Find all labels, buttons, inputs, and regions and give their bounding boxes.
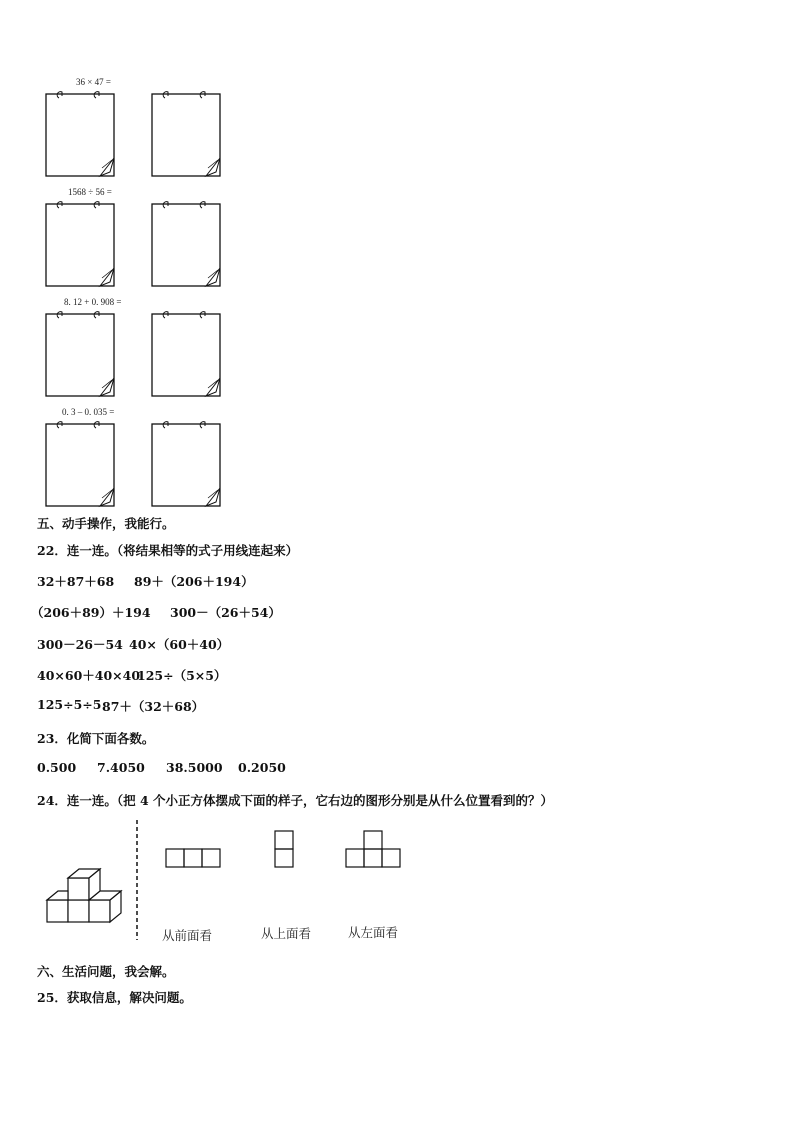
- number-item: 0.500: [37, 760, 77, 775]
- expression-right: 89＋（206＋194）: [134, 574, 254, 589]
- equation-label: 0. 3 – 0. 035 =: [62, 407, 115, 417]
- number-item: 38.5000: [166, 760, 223, 775]
- front-view-shape: [165, 847, 223, 869]
- notepad-icon: [150, 198, 222, 288]
- expression-left: 32＋87＋68: [37, 574, 115, 589]
- question-23-title: 23．化简下面各数。: [37, 731, 155, 746]
- left-view-shape: [345, 829, 403, 869]
- notepad-icon: [44, 88, 116, 178]
- view-label-top: 从上面看: [261, 926, 312, 941]
- section-heading: 五、动手操作，我能行。: [37, 516, 175, 531]
- question-24-title: 24．连一连。（把 4 个小正方体摆成下面的样子，它右边的图形分别是从什么位置看到的？）: [37, 793, 554, 808]
- expression-left: 40×60＋40×40: [37, 668, 141, 683]
- question-25-title: 25．获取信息，解决问题。: [37, 990, 192, 1005]
- view-label-front: 从前面看: [162, 928, 213, 943]
- notepad-icon: [150, 308, 222, 398]
- expression-left: 300－26－54: [37, 637, 123, 652]
- dashed-divider: [134, 818, 140, 942]
- cube-stack-figure: [44, 866, 126, 928]
- expression-right: 87＋（32＋68）: [102, 699, 205, 714]
- notepad-icon: [44, 418, 116, 508]
- expression-right: 125÷（5×5）: [137, 668, 227, 683]
- equation-label: 36 × 47 =: [76, 77, 111, 87]
- notepad-icon: [150, 88, 222, 178]
- section-heading: 六、生活问题，我会解。: [37, 964, 175, 979]
- expression-right: 40×（60＋40）: [129, 637, 230, 652]
- view-label-left: 从左面看: [348, 925, 399, 940]
- top-view-shape: [273, 829, 295, 869]
- equation-label: 1568 ÷ 56 =: [68, 187, 112, 197]
- question-22-title: 22．连一连。（将结果相等的式子用线连起来）: [37, 543, 299, 558]
- notepad-icon: [44, 308, 116, 398]
- number-item: 0.2050: [238, 760, 286, 775]
- number-item: 7.4050: [97, 760, 145, 775]
- equation-label: 8. 12 + 0. 908 =: [64, 297, 122, 307]
- notepad-icon: [150, 418, 222, 508]
- notepad-icon: [44, 198, 116, 288]
- expression-right: 300－（26＋54）: [170, 605, 281, 620]
- expression-left: 125÷5÷5: [37, 697, 102, 712]
- expression-left: （206＋89）＋194: [31, 605, 151, 620]
